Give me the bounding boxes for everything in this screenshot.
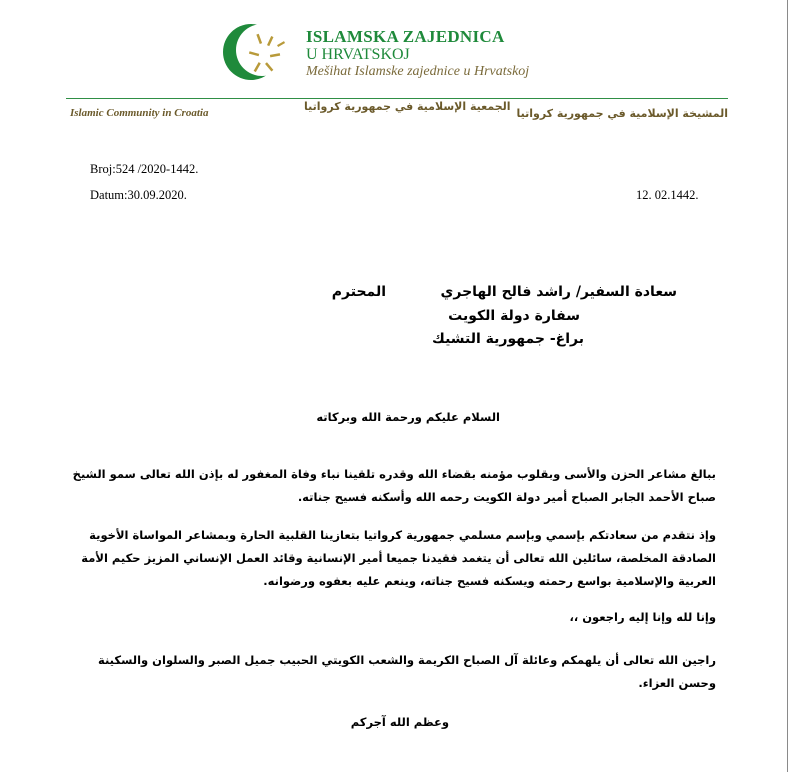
page-edge [787,0,788,772]
arabic-mashyakha-name: المشيخة الإسلامية في جمهورية كرواتيا [516,107,728,120]
hijri-date: 12. 02.1442. [636,188,699,202]
addressee-title: المحترم [331,284,386,300]
reference-date: Datum:30.09.2020. [90,188,187,202]
paragraph-condolence: ببالغ مشاعر الحزن والأسى وبقلوب مؤمنه بقضاء الله وقدره تلقينا نباء وفاة المغفور له بإذن الله تعالى سمو الشيخ صباح الأحمد الجابر الصباح أمير دولة الكويت رحمه الله وأسكنه فسيح جناته. [72,467,716,504]
addressee-embassy: سفارة دولة الكويت [448,308,580,324]
paragraph-wishes: راجين الله تعالى أن يلهمكم وعائلة آل الصباح الكريمة والشعب الكويتي الحبيب جميل الصبر والسلوان والسكينة وحسن العزاء. [98,653,716,690]
addressee-name: سعادة السفير/ راشد فالح الهاجري [440,284,677,300]
header-divider [66,98,728,99]
org-subtitle: U HRVATSKOJ [306,46,410,63]
crescent-stars-logo [222,20,302,82]
org-name: ISLAMSKA ZAJEDNICA [306,27,505,46]
mesihat-name: Mešihat Islamske zajednice u Hrvatskoj [306,64,530,79]
arabic-community-name: الجمعية الإسلامية في جمهورية كرواتيا [304,100,511,113]
paragraph-inna-lillah: وإنا لله وإنا إليه راجعون ،، [569,610,716,624]
addressee-location: براغ- جمهورية التشيك [432,331,584,347]
paragraph-prayer: وإذ نتقدم من سعادتكم بإسمي وبإسم مسلمي جمهورية كرواتيا بتعازينا القلبية الحارة وبمشاعر المواساة الأخوية الصادقة المخلصة، سائلين الله تعالى أن يتغمد فقيدنا جميعا أمير الإنسانية وقائد العمل الإنساني المزيز حكيم الأمة العربية والإسلامية بواسع رحمته ويسكنه فسيح جناته، وينعم عليه بعفوه ورضوانه. [81,528,716,588]
greeting: السلام عليكم ورحمة الله وبركاته [316,410,500,424]
closing: وعظم الله آجركم [350,715,449,729]
reference-number: Broj:524 /2020-1442. [90,162,199,176]
english-org-name: Islamic Community in Croatia [70,107,209,119]
